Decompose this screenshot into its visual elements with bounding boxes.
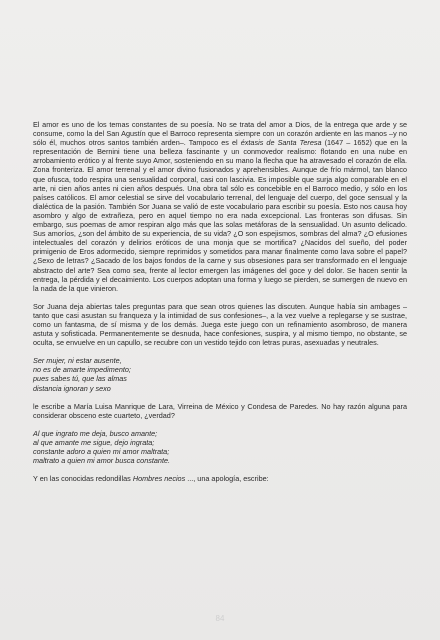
poem-quatrain-2 <box>33 429 407 465</box>
paragraph-virreina: le escribe a María Luisa Manrique de Lara, Virreina de México y Condesa de Paredes. No hay razón alguna para considerar obsceno este cuarteto, ¿verdad? <box>33 401 407 420</box>
paragraph-text: El amor es uno de los temas constantes de su poesía. No se trata del amor a Dios, de la entrega que arde y se consume, como la del San Agustín que el Barroco representa siempre con un corazón ardiente en las manos –y no sólo él, muchos otros santos también arden–. Tampoco es el <box>33 120 407 148</box>
poem-line: constante adoro a quien mi amor maltrata; <box>33 447 170 456</box>
poem-quatrain-1 <box>33 356 407 392</box>
italic-title: éxtasis de Santa Teresa <box>240 138 322 148</box>
poem-line: Al que ingrato me deja, busco amante; <box>33 428 158 438</box>
paragraph-sor-juana: Sor Juana deja abiertas tales preguntas para que sean otros quienes las discuten. Aunque había sin ambages –tanto que casi asustan su franqueza y la intimidad de sus confesiones–, a la vez vuelve a replegarse y se sustrae, como un fantasma, de sí misma y de los demás. Juega este juego con un refinamiento asombroso, de manera astuta y sofisticada. Permanentemente se desnuda, hace confesiones, suspira, y al mismo tiempo, no obstante, se oculta, se envuelve en un capullo, se recubre con un vestido tejido con letras puras, asexuadas y neutrales. <box>33 301 407 348</box>
paragraph-text: (1647 – 1652) que en la representación de Bernini tiene una belleza fascinante y un conmovedor realismo: flotando en una nube en arrobamiento erótico y al frente suyo Amor, sosteniendo en su mano la flecha que ha atravesado el corazón de ella. Zona fronteriza. El amor terrenal y el amor divino fusionados y aprehensibles. Aunque de frío mármol, tan blanco que ofusca, todo respira una sensualidad corporal, casi con lascivia. Es imposible que surja algo comparable en el arte, ni cien años antes ni cien años después. Una obra tal sólo es concebible en el Barroco medio, y sólo en los países católicos. El amor celestial se sirve del vocabulario terrenal, del lenguaje del cuerpo, del goce sensual y la dialéctica de la pasión. También Sor Juana se valió de este vocabulario para escribir su poesía. Esto nos causa hoy asombro y algo de extrañeza, pero en aquel tiempo no era nada excepcional. Las fronteras son difusas. Sin embargo, sus poemas de amor respiran algo más que las solas metáforas de la sensualidad. Un asunto delicado. Sus amoríos, ¿son del ámbito de su experiencia, de su vida? ¿O son espejismos, sombras del alma? ¿O efusiones intelectuales del corazón y delirios eróticos de una monja que se mortifica? ¿Nacidos del sueño, del poder primigenio de Eros adormecido, siempre reprimidos y sometidos para manar finalmente como lava sobre el papel? ¿Sexo de letras? ¿Sacado de los bajos fondos de la carne y sus obsesiones para ser transformado en el lenguaje abstracto del arte? Sea como sea, frente al lector emergen las imágenes del goce y del dolor. Se hacen sentir la entrega, la pérdida y el decaimiento. Los cuerpos adoptan una forma y luego se pierden, se sumergen de nuevo en la nada de la que vinieron. <box>33 138 408 293</box>
paragraph-text: ..., una apología, escribe: <box>185 474 269 484</box>
poem-line: maltrato a quien mi amor busca constante. <box>33 456 171 466</box>
page-content <box>33 120 407 492</box>
paragraph-hombres-necios <box>33 474 407 483</box>
poem-line: Ser mujer, ni estar ausente, <box>33 356 122 366</box>
poem-line: pues sabes tú, que las almas <box>33 374 127 384</box>
poem-line: al que amante me sigue, dejo ingrata; <box>33 437 155 447</box>
paragraph-text: Y en las conocidas redondillas <box>33 474 133 484</box>
poem-line: distancia ignoran y sexo <box>33 383 111 393</box>
page-number: 84 <box>215 614 225 623</box>
poem-line: no es de amarte impedimento; <box>33 365 131 375</box>
italic-title: Hombres necios <box>132 474 186 484</box>
paragraph-amor <box>33 120 407 293</box>
